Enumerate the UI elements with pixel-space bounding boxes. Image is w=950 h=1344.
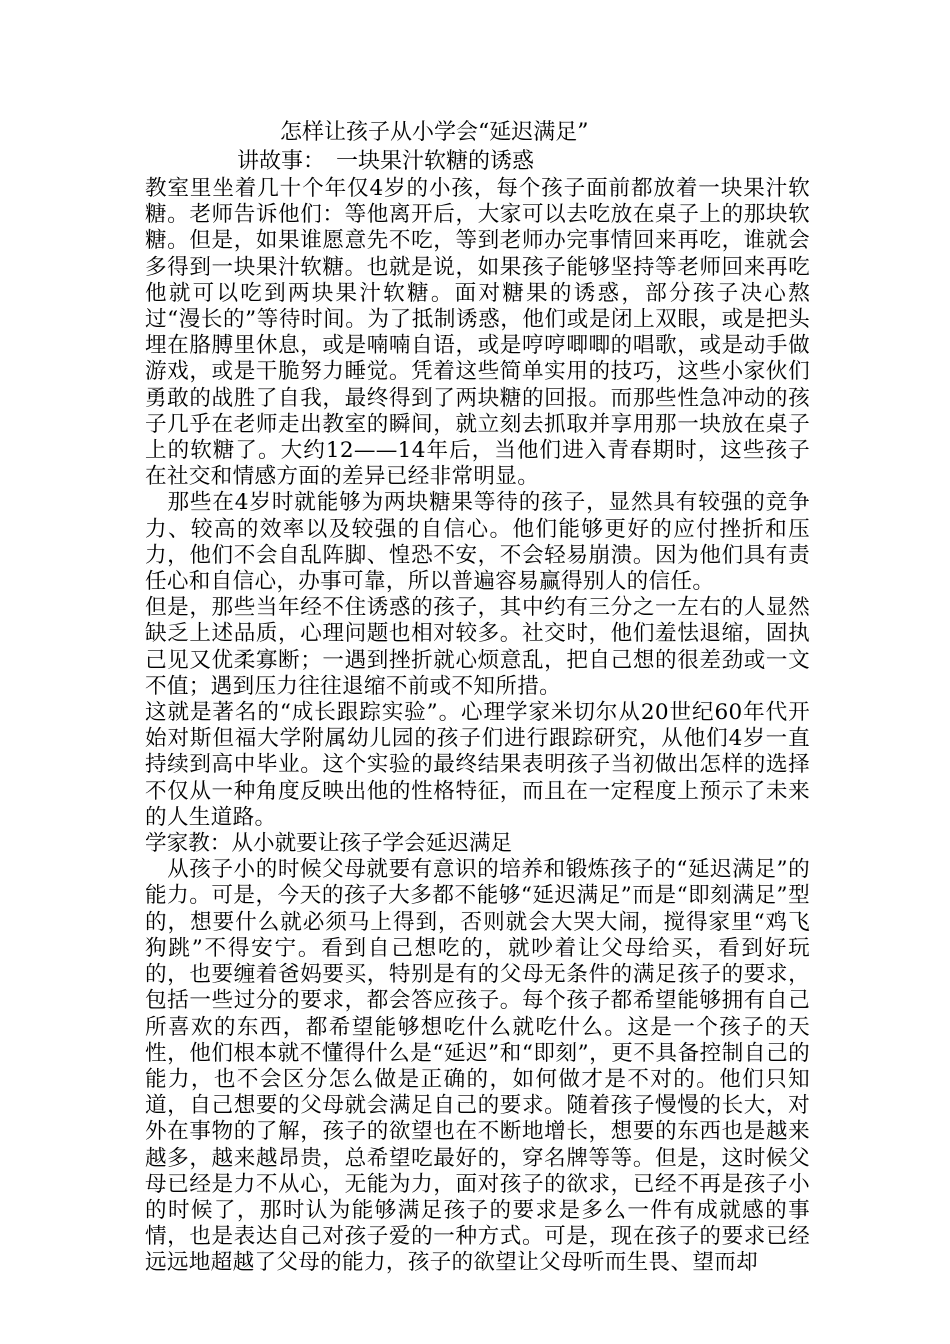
- section-heading: 学家教：从小就要让孩子学会延迟满足: [145, 831, 513, 857]
- document-body: [145, 118, 810, 1277]
- paragraph-parenting: 从孩子小的时候父母就要有意识的培养和锻炼孩子的“延迟满足”的能力。可是，今天的孩子大多都不能够“延迟满足”而是“即刻满足”型的，想要什么就必须马上得到，否则就会大哭大闹，搅得家里“鸡飞狗跳”不得安宁。看到自己想吃的，就吵着让父母给买，看到好玩的，也要缠着爸妈要买，特别是有的父母无条件的满足孩子的要求，包括一些过分的要求，都会答应孩子。每个孩子都希望能够拥有自己所喜欢的东西，都希望能够想吃什么就吃什么。这是一个孩子的天性，他们根本就不懂得什么是“延迟”和“即刻”，更不具备控制自己的能力，也不会区分怎么做是正确的，如何做才是不对的。他们只知道，自己想要的父母就会满足自己的要求。随着孩子慢慢的长大，对外在事物的了解，孩子的欲望也在不断地增长，想要的东西也是越来越多，越来越昂贵，总希望吃最好的，穿名牌等等。但是，这时候父母已经是力不从心，无能为力，面对孩子的欲求，已经不再是孩子小的时候了，那时认为能够满足孩子的要求是多么一件有成就感的事情，也是表达自己对孩子爱的一种方式。可是，现在孩子的要求已经远远地超越了父母的能力，孩子的欲望让父母听而生畏、望而却: [145, 857, 810, 1276]
- paragraph-impatient-children: 但是，那些当年经不住诱惑的孩子，其中约有三分之一左右的人显然缺乏上述品质，心理问题也相对较多。社交时，他们羞怯退缩，固执己见又优柔寡断；一遇到挫折就心烦意乱，把自己想的很差劲或一文不值；遇到压力往往退缩不前或不知所措。: [145, 595, 810, 699]
- paragraph-story: 教室里坐着几十个年仅4岁的小孩，每个孩子面前都放着一块果汁软糖。老师告诉他们：等他离开后，大家可以去吃放在桌子上的那块软糖。但是，如果谁愿意先不吃，等到老师办完事情回来再吃，谁就会多得到一块果汁软糖。也就是说，如果孩子能够坚持等老师回来再吃他就可以吃到两块果汁软糖。面对糖果的诱惑，部分孩子决心熬过“漫长的”等待时间。为了抵制诱惑，他们或是闭上双眼，或是把头埋在胳膊里休息，或是喃喃自语，或是哼哼唧唧的唱歌，或是动手做游戏，或是干脆努力睡觉。凭着这些简单实用的技巧，这些小家伙们勇敢的战胜了自我，最终得到了两块糖的回报。而那些性急冲动的孩子几乎在老师走出教室的瞬间，就立刻去抓取并享用那一块放在桌子上的软糖了。大约12——14年后，当他们进入青春期时，这些孩子在社交和情感方面的差异已经非常明显。: [145, 176, 810, 490]
- paragraph-experiment: 这就是著名的“成长跟踪实验”。心理学家米切尔从20世纪60年代开始对斯但福大学附属幼儿园的孩子们进行跟踪研究，从他们4岁一直持续到高中毕业。这个实验的最终结果表明孩子当初做出怎样的选择不仅从一种角度反映出他的性格特征，而且在一定程度上预示了未来的人生道路。: [145, 700, 810, 830]
- story-subtitle: 讲故事： 一块果汁软糖的诱惑: [237, 149, 535, 174]
- document-title: 怎样让孩子从小学会“延迟满足”: [280, 120, 589, 145]
- paragraph-patient-children: 那些在4岁时就能够为两块糖果等待的孩子，显然具有较强的竞争力、较高的效率以及较强的自信心。他们能够更好的应付挫折和压力，他们不会自乱阵脚、惶恐不安，不会轻易崩溃。因为他们具有责任心和自信心，办事可靠，所以普遍容易赢得别人的信任。: [145, 490, 810, 595]
